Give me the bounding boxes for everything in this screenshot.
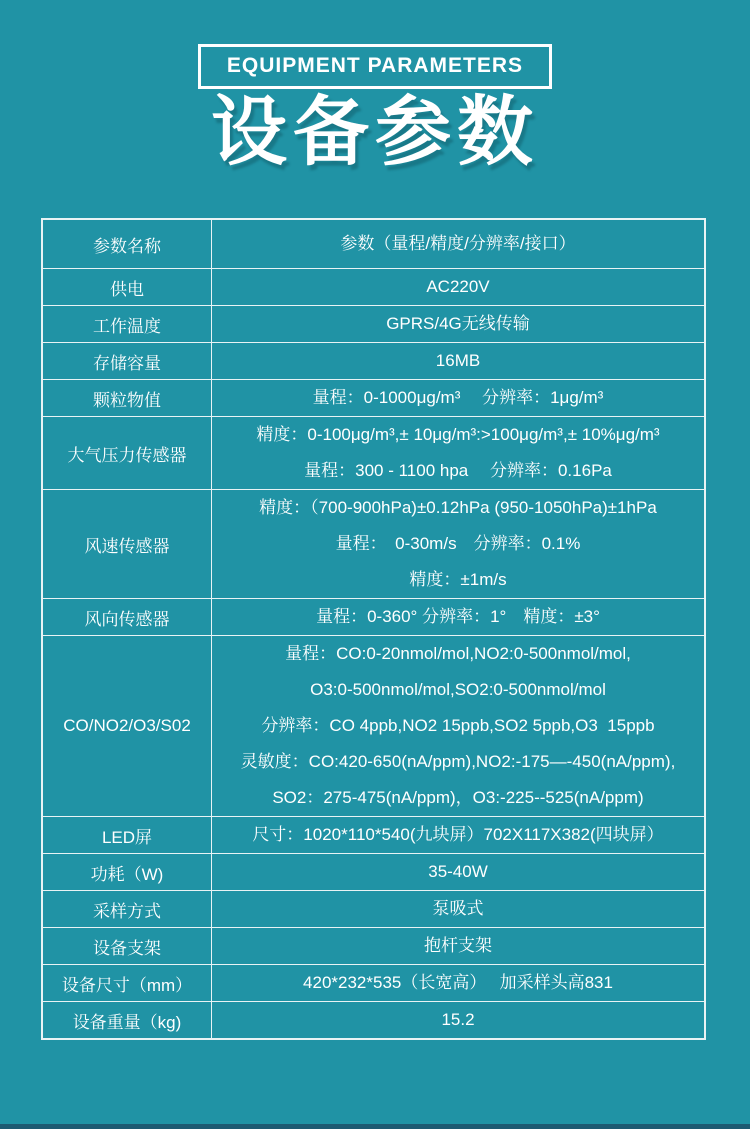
param-value-cell: [212, 417, 704, 489]
param-value-cell: [212, 636, 704, 816]
param-value-line: 精度：（700-900hPa)±0.12hPa (950-1050hPa)±1hPa: [259, 498, 657, 517]
footer-strip: [0, 1124, 750, 1129]
param-value-line: 35-40W: [428, 862, 488, 881]
param-value-line: 量程：CO:0-20nmol/mol,NO2:0-500nmol/mol,: [285, 644, 631, 663]
param-value-cell: [212, 343, 704, 379]
param-name-cell: 功耗（W): [43, 854, 212, 890]
param-name-cell: 存储容量: [43, 343, 212, 379]
param-name-cell: CO/NO2/O3/S02: [43, 636, 212, 816]
param-value-cell: [212, 380, 704, 416]
param-name-cell: 大气压力传感器: [43, 417, 212, 489]
param-value-line: SO2：275-475(nA/ppm)，O3:-225--525(nA/ppm): [272, 788, 644, 807]
param-value-line: 15.2: [441, 1010, 475, 1029]
table-row: [43, 635, 704, 816]
table-row: [43, 890, 704, 927]
param-name-cell: 工作温度: [43, 306, 212, 342]
param-name-cell: 采样方式: [43, 891, 212, 927]
param-value-line: GPRS/4G无线传输: [386, 314, 530, 333]
page-title: 设备参数: [211, 90, 539, 175]
param-value-cell: [212, 306, 704, 342]
param-value-line: 16MB: [435, 351, 481, 370]
param-value-line: 量程：300 - 1100 hpa 分辨率：0.16Pa: [304, 461, 612, 480]
param-name-cell: 供电: [43, 269, 212, 305]
parameters-table: [41, 218, 706, 1040]
table-row: [43, 1001, 704, 1038]
param-value-cell: [212, 599, 704, 635]
table-row: [43, 816, 704, 853]
param-value-line: 灵敏度：CO:420-650(nA/ppm),NO2:-175—-450(nA/ppm),: [240, 752, 676, 771]
table-row: [43, 598, 704, 635]
param-value-cell: [212, 928, 704, 964]
param-value-cell: [212, 220, 704, 268]
param-value-line: 泵吸式: [432, 899, 484, 918]
table-row: [43, 964, 704, 1001]
table-row: [43, 927, 704, 964]
param-name-cell: LED屏: [43, 817, 212, 853]
table-row: [43, 220, 704, 268]
param-name-cell: 设备尺寸（mm）: [43, 965, 212, 1001]
equipment-parameters-badge: EQUIPMENT PARAMETERS: [198, 44, 552, 89]
param-value-cell: [212, 817, 704, 853]
param-name-cell: 参数名称: [43, 220, 212, 268]
param-value-cell: [212, 1002, 704, 1038]
param-name-cell: 风向传感器: [43, 599, 212, 635]
param-value-cell: [212, 490, 704, 598]
table-row: [43, 416, 704, 489]
page-header: [0, 0, 750, 173]
param-value-line: 抱杆支架: [424, 936, 492, 955]
param-name-cell: 设备重量（kg): [43, 1002, 212, 1038]
param-value-line: 量程： 0-30m/s 分辨率：0.1%: [335, 534, 581, 553]
table-row: [43, 853, 704, 890]
table-row: [43, 489, 704, 598]
param-value-line: 精度：0-100μg/m³,± 10μg/m³:>100μg/m³,± 10%μg/m³: [256, 425, 660, 444]
param-name-cell: 设备支架: [43, 928, 212, 964]
param-name-cell: 颗粒物值: [43, 380, 212, 416]
param-value-line: 量程：0-1000μg/m³ 分辨率：1μg/m³: [312, 388, 604, 407]
param-value-cell: [212, 854, 704, 890]
table-row: [43, 305, 704, 342]
param-value-line: 量程：0-360° 分辨率：1° 精度：±3°: [316, 607, 600, 626]
param-value-line: 分辨率：CO 4ppb,NO2 15ppb,SO2 5ppb,O3 15ppb: [261, 716, 655, 735]
table-row: [43, 342, 704, 379]
param-value-line: O3:0-500nmol/mol,SO2:0-500nmol/mol: [310, 680, 606, 699]
table-row: [43, 379, 704, 416]
param-value-cell: [212, 891, 704, 927]
param-value-line: AC220V: [426, 277, 490, 296]
table-row: [43, 268, 704, 305]
param-value-line: 参数（量程/精度/分辨率/接口）: [340, 234, 576, 253]
param-value-line: 尺寸：1020*110*540(九块屏）702X117X382(四块屏）: [252, 825, 664, 844]
param-name-cell: 风速传感器: [43, 490, 212, 598]
param-value-line: 420*232*535（长宽高） 加采样头高831: [303, 973, 613, 992]
param-value-line: 精度：±1m/s: [409, 570, 507, 589]
param-value-cell: [212, 965, 704, 1001]
param-value-cell: [212, 269, 704, 305]
